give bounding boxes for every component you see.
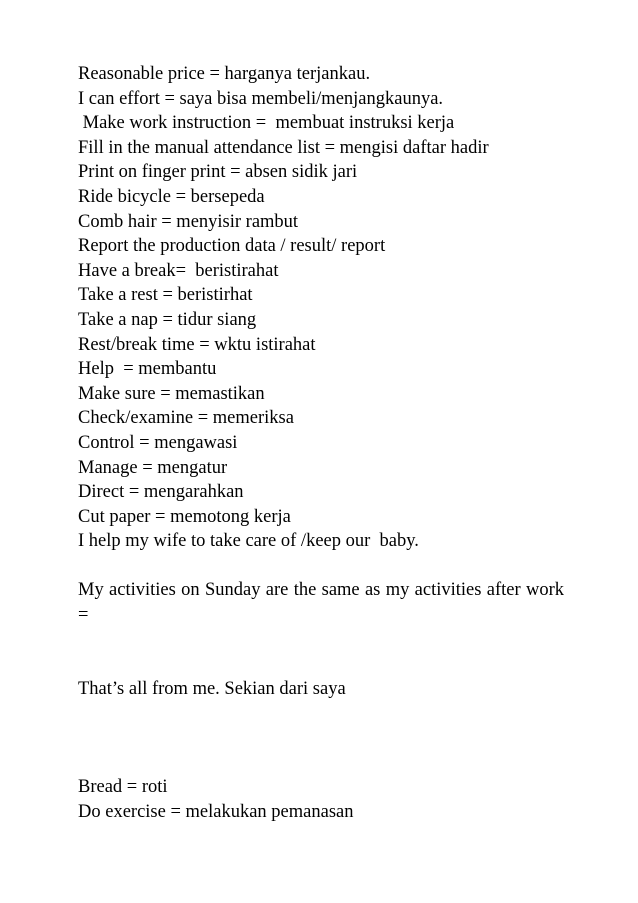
blank-line [78,701,564,775]
vocabulary-line: Comb hair = menyisir rambut [78,211,299,232]
vocabulary-line: Direct = mengarahkan [78,482,244,503]
vocabulary-line: Take a rest = beristirhat [78,285,253,306]
vocabulary-line: Fill in the manual attendance list = mengisi daftar hadir [78,137,489,158]
vocabulary-line: Reasonable price = harganya terjankau. [78,64,371,84]
vocabulary-line: Have a break= beristirahat [78,260,279,281]
vocabulary-line: I can effort = saya bisa membeli/menjangkaunya. [78,88,444,109]
vocabulary-line: Print on finger print = absen sidik jari [78,162,358,183]
blank-line [78,628,564,677]
closing-line: That’s all from me. Sekian dari saya [78,678,346,699]
vocabulary-line: Help = membantu [78,359,217,380]
vocabulary-line: I help my wife to take care of /keep our baby. [78,531,419,552]
vocabulary-line: Control = mengawasi [78,432,238,453]
vocabulary-line: Make sure = memastikan [78,383,265,404]
sunday-paragraph: My activities on Sunday are the same as my activities after work = [78,580,564,626]
vocabulary-line: Do exercise = melakukan pemanasan [78,801,354,822]
vocabulary-line: Check/examine = memeriksa [78,408,294,429]
extra-vocabulary-list [78,775,564,824]
vocabulary-line: Make work instruction = membuat instruksi kerja [78,113,455,134]
vocabulary-line: Cut paper = memotong kerja [78,506,291,527]
vocabulary-line: Take a nap = tidur siang [78,309,257,330]
vocabulary-line: Manage = mengatur [78,457,228,478]
document-body [78,62,564,824]
blank-line [78,554,564,579]
vocabulary-line: Report the production data / result/ report [78,236,386,257]
vocabulary-line: Rest/break time = wktu istirahat [78,334,316,355]
vocabulary-line: Bread = roti [78,777,168,798]
vocabulary-line: Ride bicycle = bersepeda [78,186,265,207]
vocabulary-list [78,62,564,554]
